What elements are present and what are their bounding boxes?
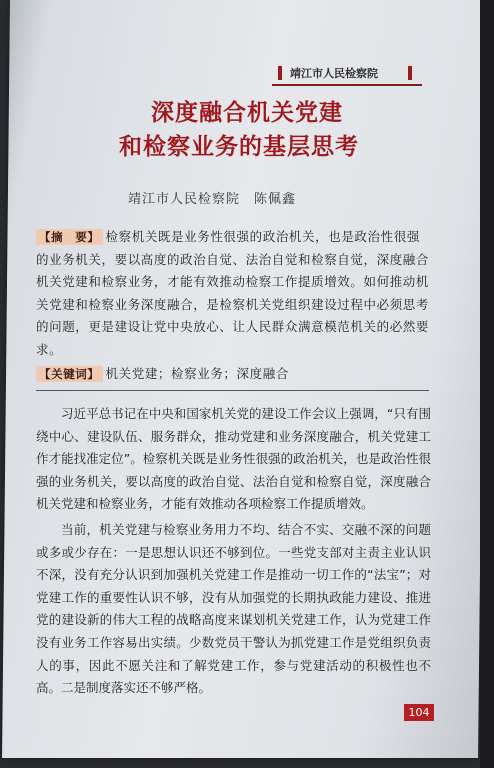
- header-rule: [272, 84, 422, 86]
- body-paragraph: 习近平总书记在中央和国家机关党的建设工作会议上强调，“只有围绕中心、建设队伍、服务群众，推动党建和业务深度融合，机关党建工作才能找准定位”。检察机关既是业务性很强的政治机关，也是政治性很强的业务机关，要以高度的政治自觉、法治自觉和检察自觉，深度融合机关党建和检察业务，才能有效推动各项检察工作提质增效。: [36, 406, 431, 512]
- abstract-label-text: 摘 要: [51, 230, 88, 244]
- keywords-label-text: 关键词: [51, 367, 88, 381]
- abstract-label: 【摘 要】: [36, 229, 103, 245]
- keywords-text: 机关党建；检察业务；深度融合: [105, 366, 289, 381]
- header-marker-right: [408, 66, 412, 80]
- header-organization: 靖江市人民检察院: [290, 67, 378, 80]
- section-divider: [36, 390, 429, 391]
- keywords: [36, 364, 289, 382]
- article-title-line2: 和检察业务的基层思考: [119, 134, 359, 160]
- page-number: 104: [404, 704, 434, 721]
- article-body: [36, 403, 431, 703]
- abstract: [36, 226, 431, 361]
- keywords-label: 【关键词】: [36, 366, 103, 382]
- article-title-line1: 深度融合机关党建: [151, 100, 343, 126]
- header-marker-left: [278, 66, 282, 80]
- body-paragraph: 当前，机关党建与检察业务用力不均、结合不实、交融不深的问题或多或少存在：一是思想认识还不够到位。一些党支部对主责主业认识不深，没有充分认识到加强机关党建工作是推动一切工作的“法宝”；对党建工作的重要性认识不够，没有从加强党的长期执政能力建设、推进党的建设新的伟大工程的战略高度来谋划机关党建工作，认为党建工作没有业务工作容易出实绩。少数党员干警认为抓党建工作是党组织负责人的事，因此不愿关注和了解党建工作，参与党建活动的积极性也不高。二是制度落实还不够严格。: [36, 521, 431, 696]
- article-author: 靖江市人民检察院 陈佩鑫: [128, 192, 297, 207]
- running-header: [272, 62, 422, 86]
- abstract-text: 检察机关既是业务性很强的政治机关，也是政治性很强的业务机关，要以高度的政治自觉、法治自觉和检察自觉，深度融合机关党建和检察业务，才能有效推动检察工作提质增效。如何推动机关党建和检察业务深度融合，是检察机关党组织建设过程中必须思考的问题，更是建设让党中央放心、让人民群众满意模范机关的必然要求。: [36, 229, 430, 357]
